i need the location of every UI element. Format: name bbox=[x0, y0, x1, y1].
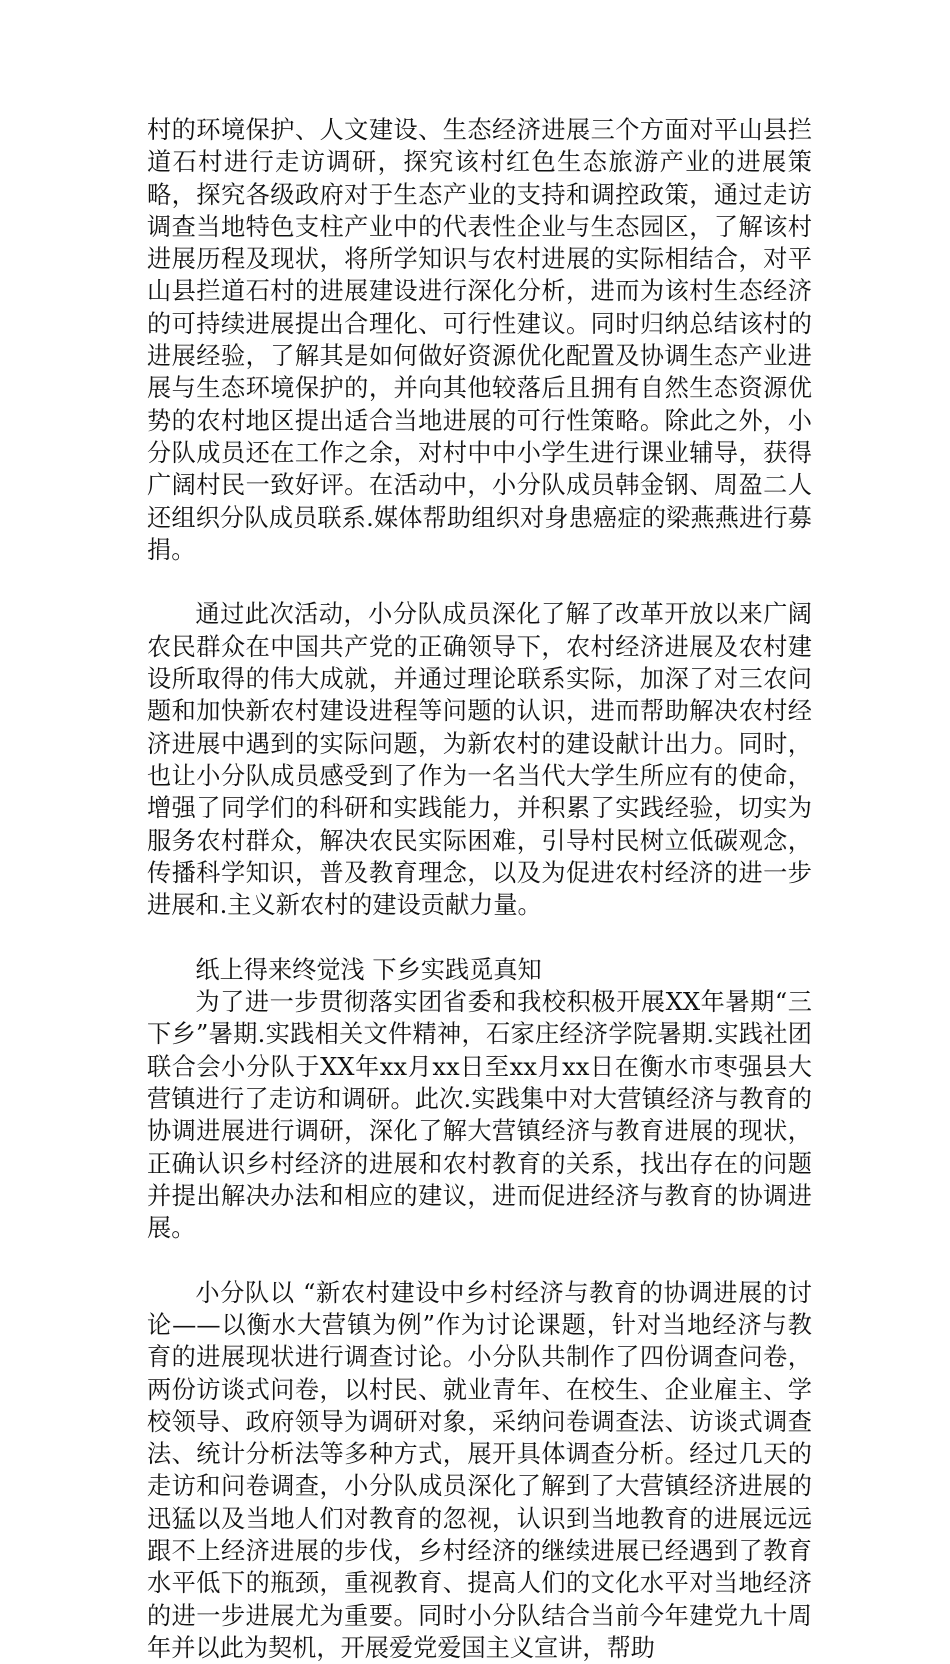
paragraph-4: 小分队以 “新农村建设中乡村经济与教育的协调进展的讨论——以衡水大营镇为例”作为讨论课题，针对当地经济与教育的进展现状进行调查讨论。小分队共制作了四份调查问卷，两份访谈式问卷，以村民、就业青年、在校生、企业雇主、学校领导、政府领导为调研对象，采纳问卷调查法、访谈式调查法、统计分析法等多种方式，展开具体调查分析。经过几天的走访和问卷调查，小分队成员深化了解到了大营镇经济进展的迅猛以及当地人们对教育的忽视，认识到当地教育的进展远远跟不上经济进展的步伐，乡村经济的继续进展已经遇到了教育水平低下的瓶颈，重视教育、提高人们的文化水平对当地经济的进一步进展尤为重要。同时小分队结合当前今年建党九十周年并以此为契机，开展爱党爱国主义宣讲，帮助 bbox=[147, 1278, 812, 1662]
paragraph-1: 村的环境保护、人文建设、生态经济进展三个方面对平山县拦道石村进行走访调研，探究该村红色生态旅游产业的进展策略，探究各级政府对于生态产业的支持和调控政策，通过走访调查当地特色支柱产业中的代表性企业与生态园区，了解该村进展历程及现状，将所学知识与农村进展的实际相结合，对平山县拦道石村的进展建设进行深化分析，进而为该村生态经济的可持续进展提出合理化、可行性建议。同时归纳总结该村的进展经验，了解其是如何做好资源优化配置及协调生态产业进展与生态环境保护的，并向其他较落后且拥有自然生态资源优势的农村地区提出适合当地进展的可行性策略。除此之外，小分队成员还在工作之余，对村中中小学生进行课业辅导，获得广阔村民一致好评。在活动中，小分队成员韩金钢、周盈二人还组织分队成员联系.媒体帮助组织对身患癌症的梁燕燕进行募捐。 bbox=[147, 116, 812, 564]
section-heading: 纸上得来终觉浅 下乡实践觅真知 bbox=[195, 955, 542, 984]
paragraph-3: 为了进一步贯彻落实团省委和我校积极开展XX年暑期“三下乡”暑期.实践相关文件精神，石家庄经济学院暑期.实践社团联合会小分队于XX年xx月xx日至xx月xx日在衡水市枣强县大营镇进行了走访和调研。此次.实践集中对大营镇经济与教育的协调进展进行调研，深化了解大营镇经济与教育进展的现状，正确认识乡村经济的进展和农村教育的关系，找出存在的问题并提出解决办法和相应的建议，进而促进经济与教育的协调进展。 bbox=[147, 988, 812, 1243]
document-page bbox=[147, 114, 812, 1664]
paragraph-spacer bbox=[147, 566, 812, 598]
paragraph-spacer bbox=[147, 1244, 812, 1276]
paragraph-spacer bbox=[147, 921, 812, 953]
paragraph-2: 通过此次活动，小分队成员深化了解了改革开放以来广阔农民群众在中国共产党的正确领导下，农村经济进展及农村建设所取得的伟大成就，并通过理论联系实际，加深了对三农问题和加快新农村建设进程等问题的认识，进而帮助解决农村经济进展中遇到的实际问题，为新农村的建设献计出力。同时，也让小分队成员感受到了作为一名当代大学生所应有的使命，增强了同学们的科研和实践能力，并积累了实践经验，切实为服务农村群众，解决农民实际困难，引导村民树立低碳观念，传播科学知识，普及教育理念，以及为促进农村经济的进一步进展和.主义新农村的建设贡献力量。 bbox=[147, 600, 812, 920]
